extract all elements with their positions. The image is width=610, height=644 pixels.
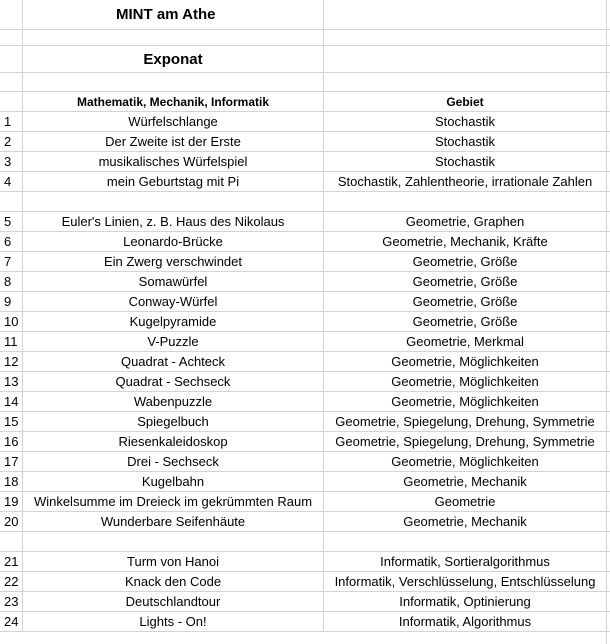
- cell-gebiet[interactable]: Stochastik, Zahlentheorie, irrationale Zahlen: [337, 174, 593, 189]
- cell-exponat-empty[interactable]: [23, 73, 324, 91]
- cell-exponat[interactable]: [23, 192, 324, 211]
- table-row: [0, 512, 610, 532]
- table-row: [0, 332, 610, 352]
- cell-exponat[interactable]: Deutschlandtour: [23, 592, 324, 611]
- cell-row-number[interactable]: 17: [0, 452, 23, 471]
- cell-row-number[interactable]: 20: [0, 512, 23, 531]
- cell-row-number[interactable]: 13: [0, 372, 23, 391]
- column-header-exponat[interactable]: Mathematik, Mechanik, Informatik: [23, 92, 324, 111]
- table-row: [0, 592, 610, 612]
- cell-gebiet[interactable]: Geometrie, Mechanik, Kräfte: [382, 234, 548, 249]
- cell-row-number[interactable]: 5: [0, 212, 23, 231]
- cell-exponat[interactable]: Quadrat - Achteck: [23, 352, 324, 371]
- cell-exponat[interactable]: Wabenpuzzle: [23, 392, 324, 411]
- cell-num-empty[interactable]: [0, 73, 23, 91]
- cell-exponat-empty[interactable]: [23, 30, 324, 45]
- table-row: [0, 152, 610, 172]
- cell-exponat[interactable]: mein Geburtstag mit Pi: [23, 172, 324, 191]
- cell-row-number[interactable]: 7: [0, 252, 23, 271]
- cell-exponat[interactable]: Kugelbahn: [23, 472, 324, 491]
- cell-exponat[interactable]: musikalisches Würfelspiel: [23, 152, 324, 171]
- cell-num-empty[interactable]: [0, 92, 23, 111]
- table-row: [0, 292, 610, 312]
- cell-num-empty[interactable]: [0, 30, 23, 45]
- cell-row-number[interactable]: 3: [0, 152, 23, 171]
- cell-exponat[interactable]: [23, 532, 324, 551]
- cell-row-number[interactable]: 15: [0, 412, 23, 431]
- cell-row-number[interactable]: 12: [0, 352, 23, 371]
- cell-exponat[interactable]: Conway-Würfel: [23, 292, 324, 311]
- cell-gebiet-empty[interactable]: [324, 30, 606, 45]
- cell-exponat[interactable]: Der Zweite ist der Erste: [23, 132, 324, 151]
- cell-row-number[interactable]: 22: [0, 572, 23, 591]
- cell-exponat[interactable]: Würfelschlange: [23, 112, 324, 131]
- cell-row-number[interactable]: 11: [0, 332, 23, 351]
- cell-exponat[interactable]: Spiegelbuch: [23, 412, 324, 431]
- table-row: [0, 572, 610, 592]
- cell-row-number[interactable]: 14: [0, 392, 23, 411]
- cell-row-number[interactable]: [0, 532, 23, 551]
- cell-row-number[interactable]: 23: [0, 592, 23, 611]
- column-header-gebiet[interactable]: Gebiet: [446, 94, 484, 109]
- sheet-row-empty: [0, 532, 610, 552]
- sheet-row-empty: [0, 73, 610, 92]
- cell-gebiet[interactable]: Geometrie, Merkmal: [406, 334, 524, 349]
- cell-gebiet[interactable]: Informatik, Algorithmus: [398, 614, 532, 629]
- cell-row-number[interactable]: 10: [0, 312, 23, 331]
- cell-row-number[interactable]: 1: [0, 112, 23, 131]
- sheet-row-column-headers: [0, 92, 610, 112]
- cell-gebiet-empty[interactable]: [324, 46, 606, 72]
- cell-gebiet[interactable]: Geometrie, Spiegelung, Drehung, Symmetrie: [335, 434, 595, 449]
- table-row: [0, 112, 610, 132]
- table-row: [0, 472, 610, 492]
- cell-gebiet[interactable]: Geometrie, Größe: [412, 274, 518, 289]
- table-row: [0, 132, 610, 152]
- cell-exponat[interactable]: Leonardo-Brücke: [23, 232, 324, 251]
- table-row: [0, 252, 610, 272]
- cell-gebiet[interactable]: Geometrie, Graphen: [405, 214, 525, 229]
- cell-gebiet-empty[interactable]: [324, 73, 606, 91]
- table-row: [0, 432, 610, 452]
- cell-gebiet[interactable]: Informatik, Optinierung: [399, 594, 531, 609]
- cell-exponat[interactable]: Drei - Sechseck: [23, 452, 324, 471]
- cell-exponat[interactable]: Riesenkaleidoskop: [23, 432, 324, 451]
- cell-gebiet[interactable]: Geometrie, Größe: [412, 254, 518, 269]
- cell-gebiet-empty[interactable]: [324, 0, 606, 29]
- cell-exponat[interactable]: Somawürfel: [23, 272, 324, 291]
- cell-exponat[interactable]: V-Puzzle: [23, 332, 324, 351]
- table-row: [0, 232, 610, 252]
- sheet-title[interactable]: MINT am Athe: [23, 0, 324, 29]
- cell-gebiet[interactable]: Informatik, Verschlüsselung, Entschlüsselung: [334, 574, 596, 589]
- cell-row-number[interactable]: 19: [0, 492, 23, 511]
- table-row: [0, 492, 610, 512]
- sheet-row-section-header: [0, 46, 610, 73]
- cell-exponat[interactable]: Winkelsumme im Dreieck im gekrümmten Raum: [23, 492, 324, 511]
- table-row: [0, 372, 610, 392]
- cell-gebiet[interactable]: Geometrie, Mechanik: [403, 514, 527, 529]
- cell-gebiet[interactable]: Geometrie, Mechanik: [403, 474, 527, 489]
- sheet-row-empty: [0, 30, 610, 46]
- cell-exponat[interactable]: Lights - On!: [23, 612, 324, 631]
- cell-gebiet[interactable]: Geometrie, Spiegelung, Drehung, Symmetrie: [335, 414, 595, 429]
- table-row: [0, 272, 610, 292]
- cell-gebiet[interactable]: Geometrie, Möglichkeiten: [391, 354, 539, 369]
- cell-exponat[interactable]: Ein Zwerg verschwindet: [23, 252, 324, 271]
- cell-gebiet[interactable]: Stochastik: [435, 154, 495, 169]
- cell-row-number[interactable]: 21: [0, 552, 23, 571]
- table-row: [0, 212, 610, 232]
- column-divider: [606, 0, 607, 644]
- cell-num-empty[interactable]: [0, 0, 23, 29]
- cell-exponat[interactable]: Wunderbare Seifenhäute: [23, 512, 324, 531]
- cell-num-empty[interactable]: [0, 46, 23, 72]
- cell-gebiet[interactable]: Geometrie, Möglichkeiten: [391, 454, 539, 469]
- cell-gebiet[interactable]: Stochastik: [435, 134, 495, 149]
- cell-gebiet[interactable]: Geometrie, Möglichkeiten: [391, 394, 539, 409]
- cell-row-number[interactable]: 16: [0, 432, 23, 451]
- cell-row-number[interactable]: 4: [0, 172, 23, 191]
- table-row: [0, 172, 610, 192]
- table-row: [0, 552, 610, 572]
- cell-gebiet[interactable]: Geometrie, Größe: [412, 314, 518, 329]
- cell-gebiet[interactable]: Geometrie: [434, 494, 496, 509]
- cell-row-number[interactable]: 18: [0, 472, 23, 491]
- cell-exponat[interactable]: Kugelpyramide: [23, 312, 324, 331]
- table-row: [0, 312, 610, 332]
- cell-exponat[interactable]: Turm von Hanoi: [23, 552, 324, 571]
- cell-row-number[interactable]: 9: [0, 292, 23, 311]
- cell-row-number[interactable]: 8: [0, 272, 23, 291]
- cell-exponat[interactable]: Euler's Linien, z. B. Haus des Nikolaus: [23, 212, 324, 231]
- cell-gebiet[interactable]: Geometrie, Möglichkeiten: [391, 374, 539, 389]
- cell-gebiet[interactable]: Informatik, Sortieralgorithmus: [380, 554, 550, 569]
- table-row: [0, 612, 610, 632]
- sheet-row-title: [0, 0, 610, 30]
- cell-gebiet[interactable]: Stochastik: [435, 114, 495, 129]
- table-row: [0, 452, 610, 472]
- table-row: [0, 412, 610, 432]
- cell-row-number[interactable]: 2: [0, 132, 23, 151]
- table-row: [0, 352, 610, 372]
- cell-row-number[interactable]: 6: [0, 232, 23, 251]
- section-header[interactable]: Exponat: [23, 46, 324, 72]
- cell-row-number[interactable]: [0, 192, 23, 211]
- cell-gebiet[interactable]: Geometrie, Größe: [412, 294, 518, 309]
- table-row: [0, 392, 610, 412]
- sheet-row-empty: [0, 192, 610, 212]
- cell-gebiet[interactable]: [324, 192, 606, 211]
- cell-exponat[interactable]: Quadrat - Sechseck: [23, 372, 324, 391]
- cell-row-number[interactable]: 24: [0, 612, 23, 631]
- cell-gebiet[interactable]: [324, 532, 606, 551]
- cell-exponat[interactable]: Knack den Code: [23, 572, 324, 591]
